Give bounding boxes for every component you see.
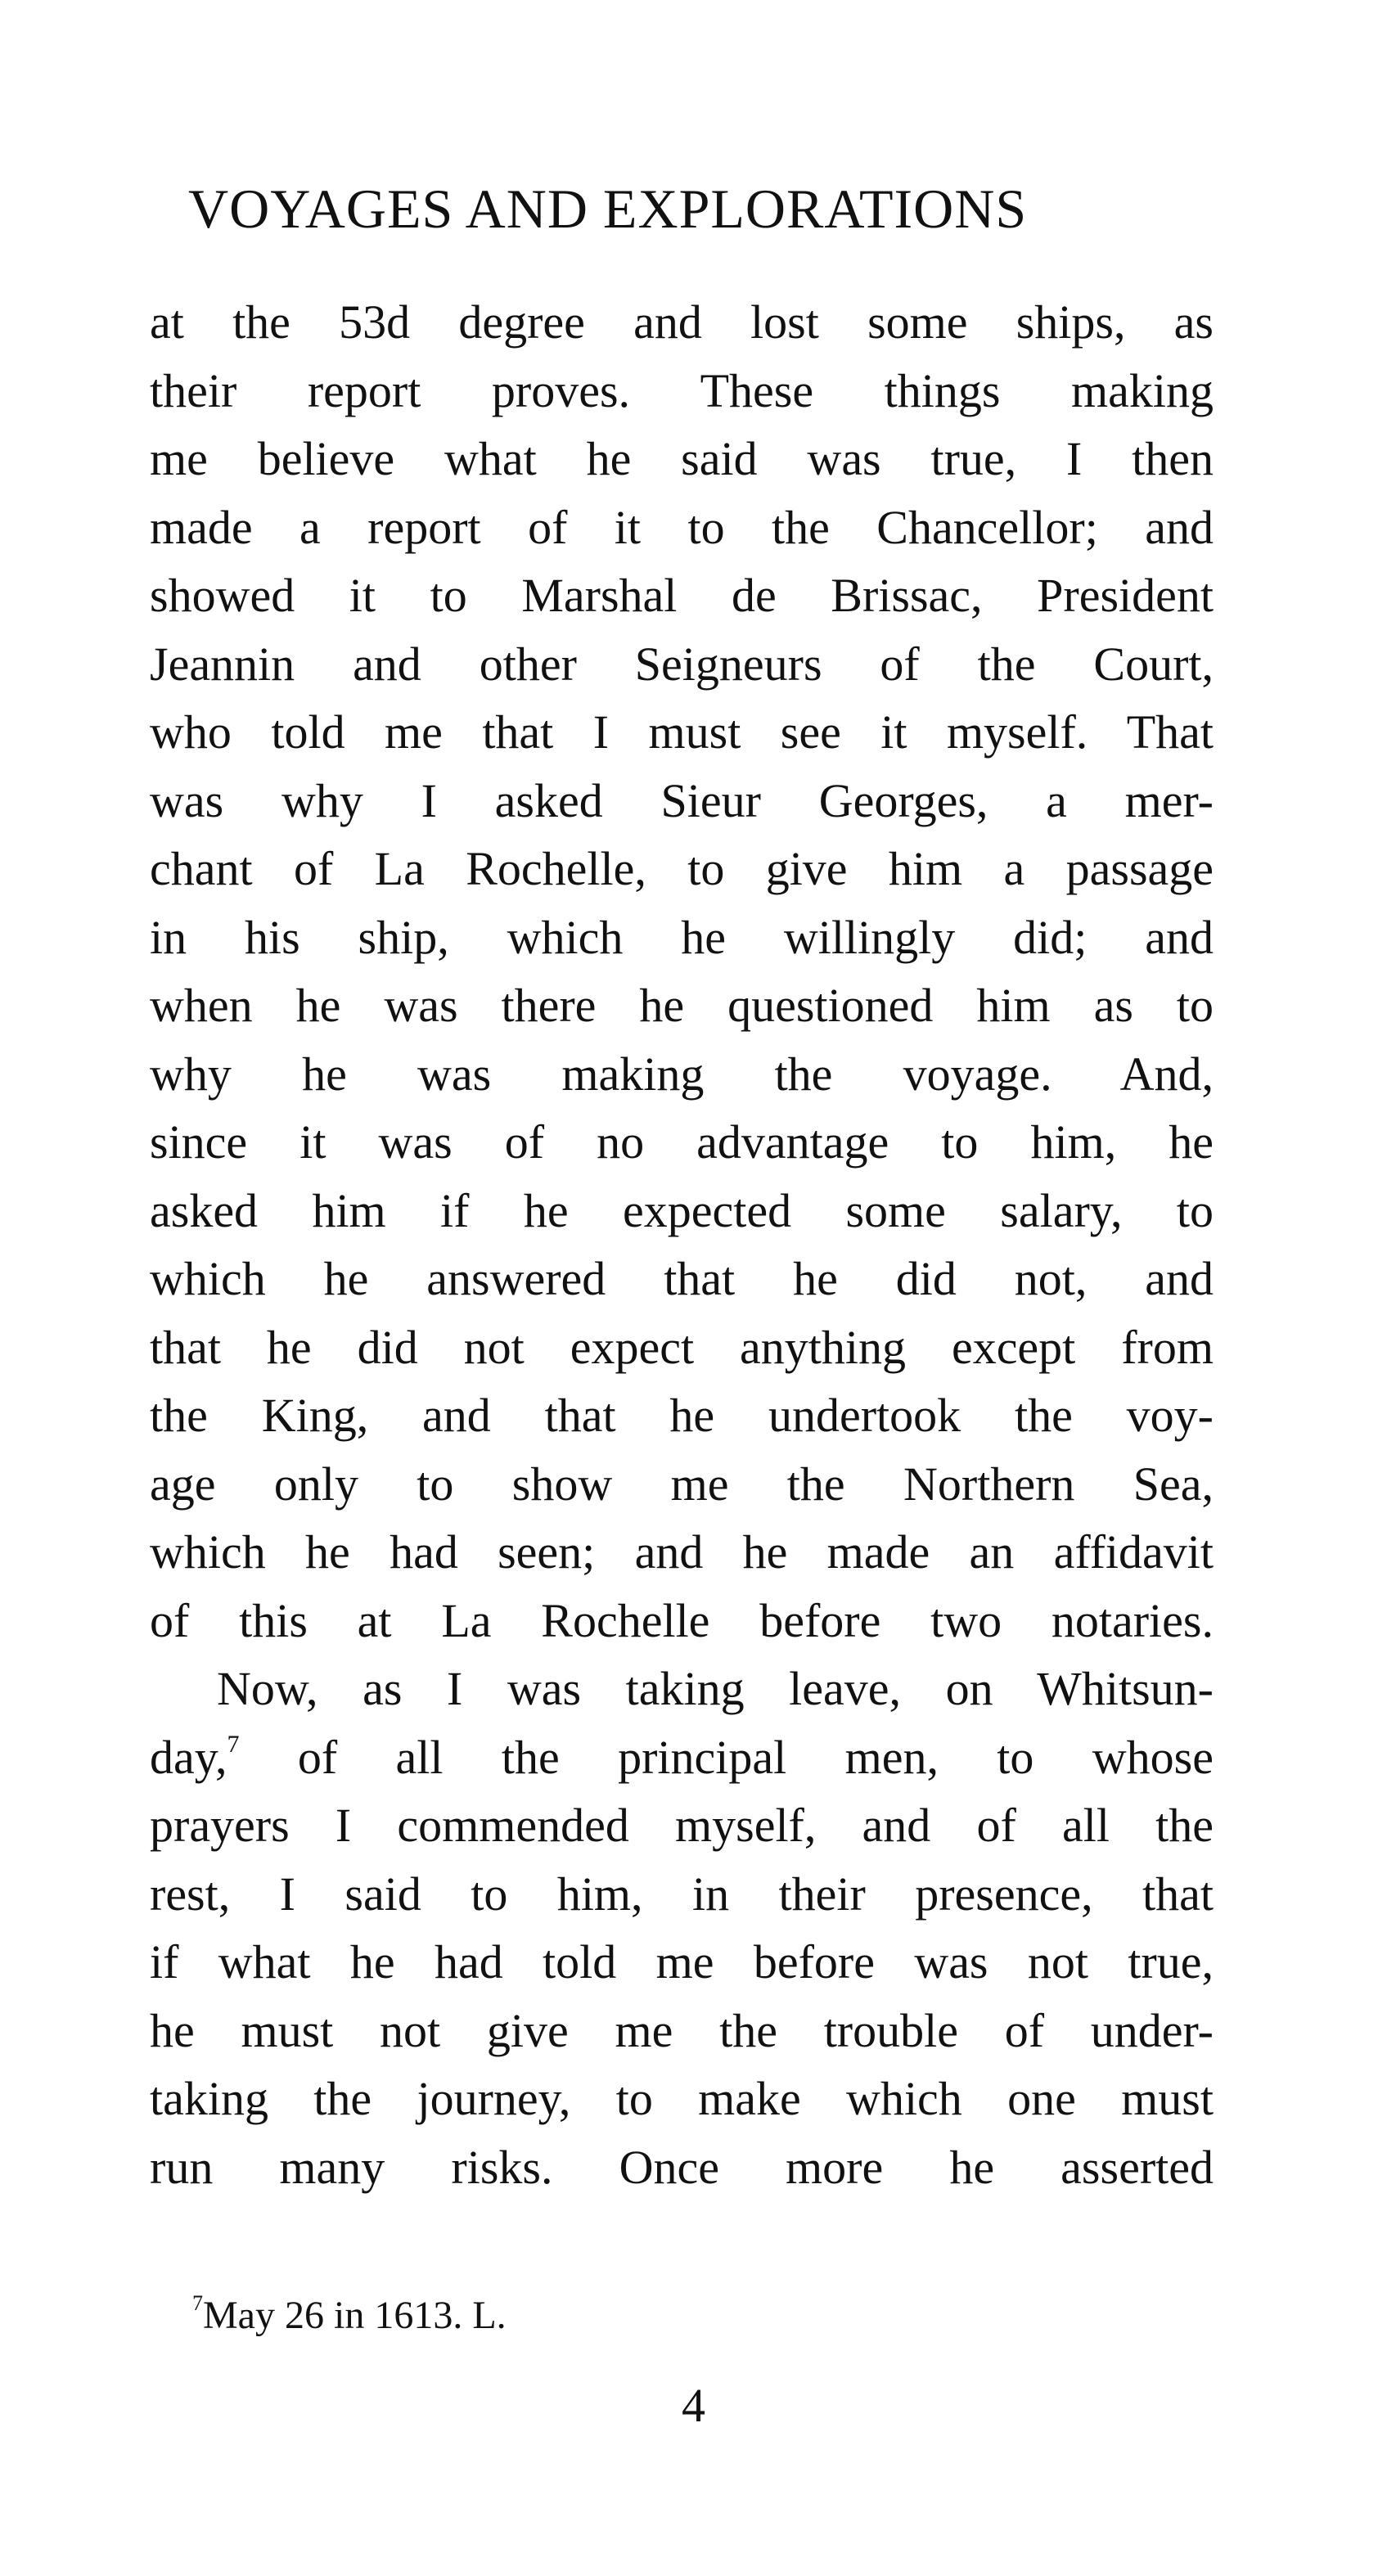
text-line: the King, and that he undertook the voy- — [150, 1389, 1214, 1442]
text-line: if what he had told me before was not true, — [150, 1935, 1214, 1988]
page-number: 4 — [682, 2379, 705, 2432]
body-text — [150, 288, 1214, 2201]
text-line: at the 53d degree and lost some ships, as — [150, 295, 1214, 349]
text-line: rest, I said to him, in their presence, that — [150, 1867, 1214, 1921]
text-line: age only to show me the Northern Sea, — [150, 1457, 1214, 1511]
text-line: Jeannin and other Seigneurs of the Court, — [150, 637, 1214, 691]
text-line: taking the journey, to make which one must — [150, 2072, 1214, 2125]
text-line: that he did not expect anything except from — [150, 1320, 1214, 1374]
text-line: me believe what he said was true, I then — [150, 432, 1214, 485]
text-fragment: of all the principal men, to whose — [239, 1730, 1214, 1784]
text-line: he must not give me the trouble of under- — [150, 2003, 1214, 2057]
text-line: when he was there he questioned him as to — [150, 979, 1214, 1032]
text-line: in his ship, which he willingly did; and — [150, 910, 1214, 964]
text-line: was why I asked Sieur Georges, a mer- — [150, 773, 1214, 827]
running-title: VOYAGES AND EXPLORATIONS — [188, 178, 1028, 240]
text-line: showed it to Marshal de Brissac, President — [150, 569, 1214, 622]
text-line: chant of La Rochelle, to give him a passage — [150, 842, 1214, 895]
text-line: since it was of no advantage to him, he — [150, 1115, 1214, 1169]
text-line: asked him if he expected some salary, to — [150, 1183, 1214, 1237]
text-line: why he was making the voyage. And, — [150, 1047, 1214, 1101]
footnote — [192, 2287, 507, 2344]
text-line: which he had seen; and he made an affidavit — [150, 1525, 1214, 1578]
text-line: which he answered that he did not, and — [150, 1252, 1214, 1305]
footnote-text: May 26 in 1613. L. — [203, 2294, 507, 2337]
footnote-mark: 7 — [192, 2291, 203, 2315]
text-line: made a report of it to the Chancellor; and — [150, 500, 1214, 554]
text-line: run many risks. Once more he asserted — [150, 2140, 1214, 2194]
text-line: prayers I commended myself, and of all the — [150, 1799, 1214, 1852]
text-line: their report proves. These things making — [150, 363, 1214, 417]
text-fragment: day, — [150, 1730, 227, 1784]
footnote-reference[interactable]: 7 — [227, 1730, 240, 1758]
text-line: of this at La Rochelle before two notaries. — [150, 1593, 1214, 1647]
paragraph-first-line: Now, as I was taking leave, on Whitsun- — [217, 1662, 1214, 1715]
text-line: who told me that I must see it myself. That — [150, 705, 1214, 759]
text-line-with-note — [150, 1723, 1214, 1792]
